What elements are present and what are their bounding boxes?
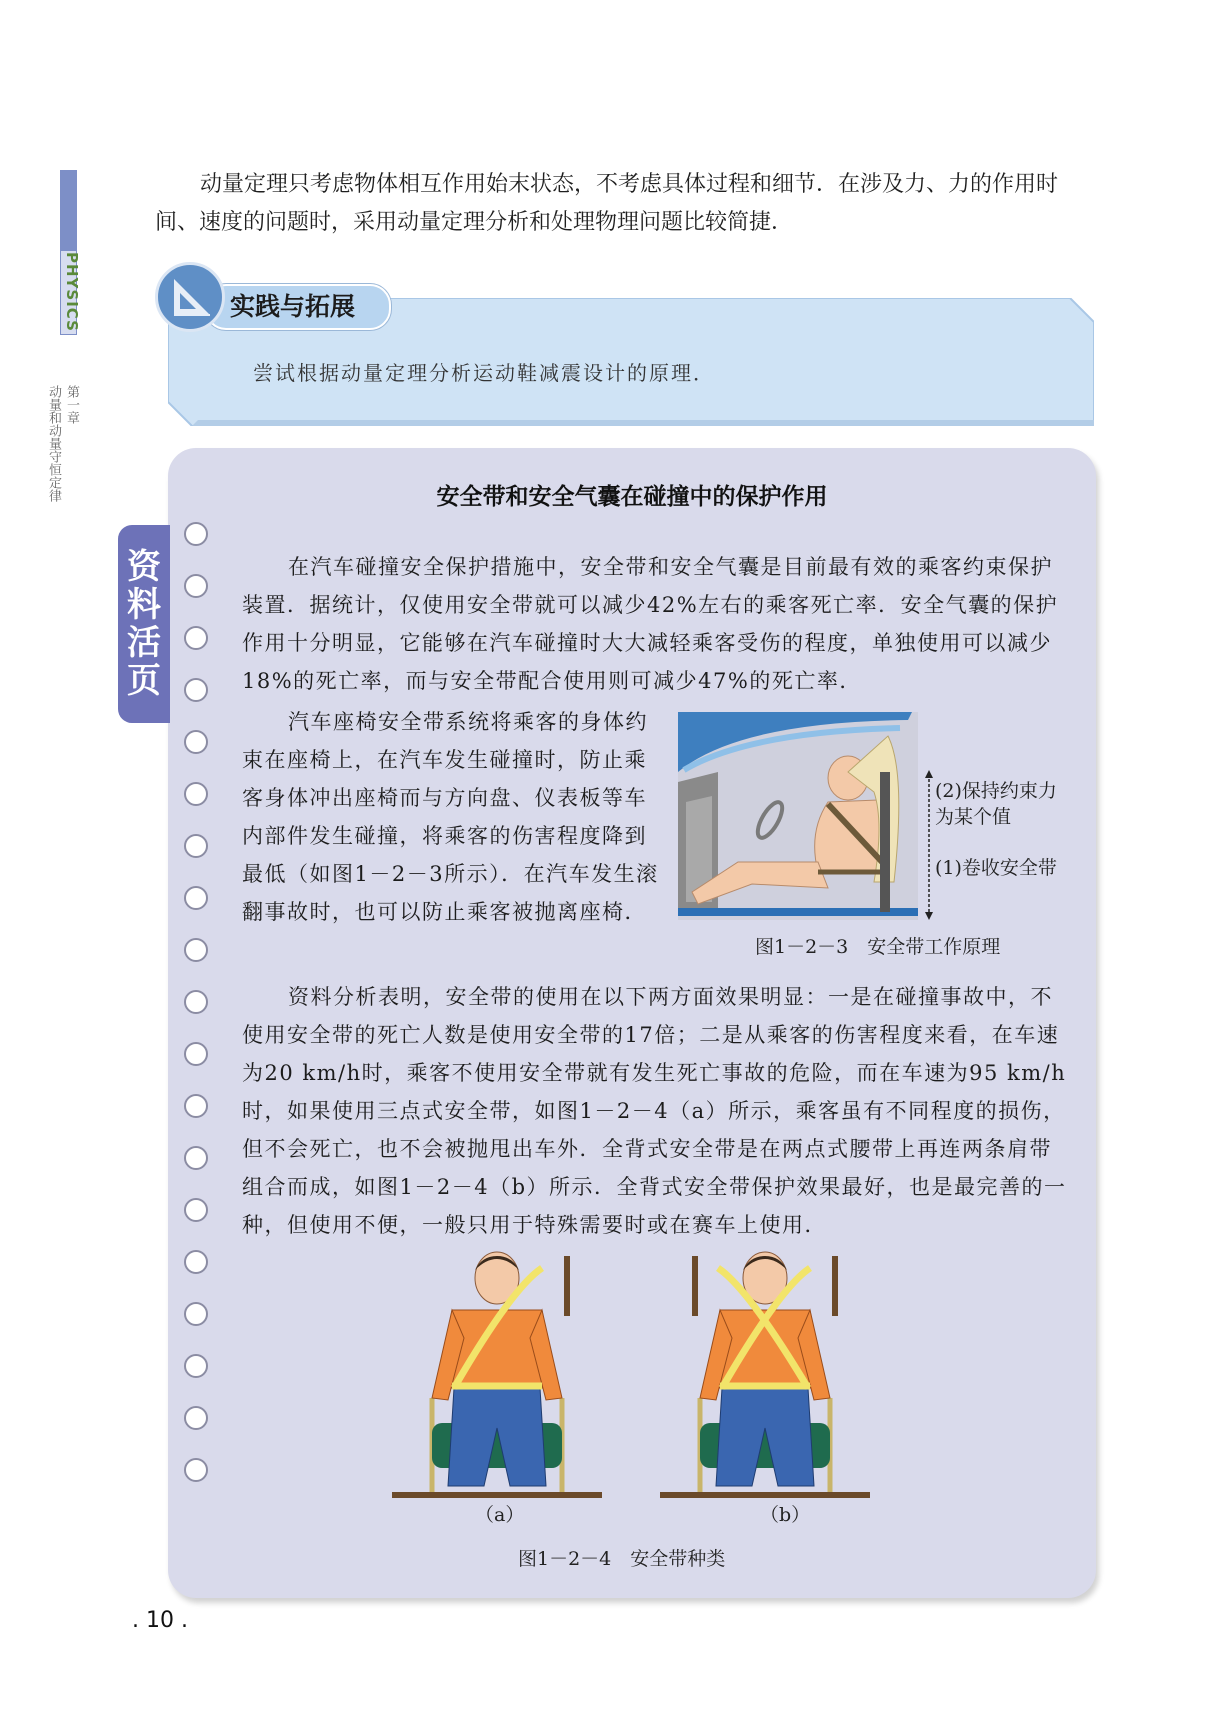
intro-paragraph: 动量定理只考虑物体相互作用始末状态，不考虑具体过程和细节．在涉及力、力的作用时间、速度的问题时，采用动量定理分析和处理物理问题比较简捷． xyxy=(155,172,1059,235)
info-paragraph-1: 在汽车碰撞安全保护措施中，安全带和安全气囊是目前最有效的乘客约束保护装置．据统计，仅使用安全带就可以减少42%左右的乘客死亡率．安全气囊的保护作用十分明显，它能够在汽车碰撞时大大减轻乘客受伤的程度，单独使用可以减少18%的死亡率，而与安全带配合使用则可减少47%的死亡率． xyxy=(242,555,1059,693)
binder-ring xyxy=(184,1302,208,1326)
physics-label: PHYSICS xyxy=(63,252,81,332)
binder-ring xyxy=(184,886,208,910)
figure-label-retract: (1)卷收安全带 xyxy=(935,857,1057,879)
chapter-number: 第一章 xyxy=(64,385,79,424)
binder-ring xyxy=(184,1198,208,1222)
binder-ring xyxy=(184,626,208,650)
info-paragraph-2: 汽车座椅安全带系统将乘客的身体约束在座椅上，在汽车发生碰撞时，防止乘客身体冲出座椅而与方向盘、仪表板等车内部件发生碰撞，将乘客的伤害程度降到最低（如图1－2－3所示）．在汽车发生滚翻事故时，也可以防止乘客被抛离座椅． xyxy=(242,710,659,924)
binder-ring xyxy=(184,1458,208,1482)
chapter-title: 动量和动量守恒定律 xyxy=(46,385,61,502)
figure-subcaption-a: （a） xyxy=(475,1504,525,1526)
binder-ring xyxy=(184,1146,208,1170)
practice-text: 尝试根据动量定理分析运动鞋减震设计的原理． xyxy=(253,361,715,385)
practice-title: 实践与拓展 xyxy=(230,292,356,321)
seatbelt-diagram-illustration xyxy=(678,712,918,920)
binder-ring xyxy=(184,1042,208,1066)
full-harness-belt-illustration xyxy=(660,1248,870,1498)
info-side-tab-label: 资料活页 xyxy=(127,547,161,701)
page-number: . 10 . xyxy=(132,1608,188,1633)
tension-arrow xyxy=(924,770,934,920)
binder-ring xyxy=(184,1406,208,1430)
figure-label-keep-tension: (2)保持约束力为某个值 xyxy=(935,780,1057,828)
figure-caption-1-2-3: 图1－2－3 安全带工作原理 xyxy=(755,936,1001,958)
three-point-belt-illustration xyxy=(392,1248,602,1498)
binder-ring xyxy=(184,678,208,702)
binder-ring xyxy=(184,834,208,858)
binder-ring xyxy=(184,990,208,1014)
binder-ring xyxy=(184,1250,208,1274)
binder-ring xyxy=(184,782,208,806)
ruler-triangle-icon xyxy=(155,262,225,332)
binder-ring xyxy=(184,1094,208,1118)
binder-ring xyxy=(184,938,208,962)
binder-ring xyxy=(184,1354,208,1378)
figure-caption-1-2-4: 图1－2－4 安全带种类 xyxy=(518,1548,726,1570)
info-paragraph-3: 资料分析表明，安全带的使用在以下两方面效果明显：一是在碰撞事故中，不使用安全带的死亡人数是使用安全带的17倍；二是从乘客的伤害程度来看，在车速为20 km/h时，乘客不使用安全带就有发生死亡事故的危险，而在车速为95 km/h时，如果使用三点式安全带，如图1－2－4（a）所示，乘客虽有不同程度的损伤，但不会死亡，也不会被抛甩出车外．全背式安全带是在两点式腰带上再连两条肩带组合而成，如图1－2－4（b）所示．全背式安全带保护效果最好，也是最完善的一种，但使用不便，一般只用于特殊需要时或在赛车上使用． xyxy=(242,985,1067,1237)
chapter-sidebar xyxy=(46,385,80,502)
figure-subcaption-b: （b） xyxy=(760,1504,811,1526)
info-title: 安全带和安全气囊在碰撞中的保护作用 xyxy=(436,484,828,510)
binder-ring xyxy=(184,730,208,754)
binder-ring xyxy=(184,574,208,598)
binder-ring xyxy=(184,522,208,546)
